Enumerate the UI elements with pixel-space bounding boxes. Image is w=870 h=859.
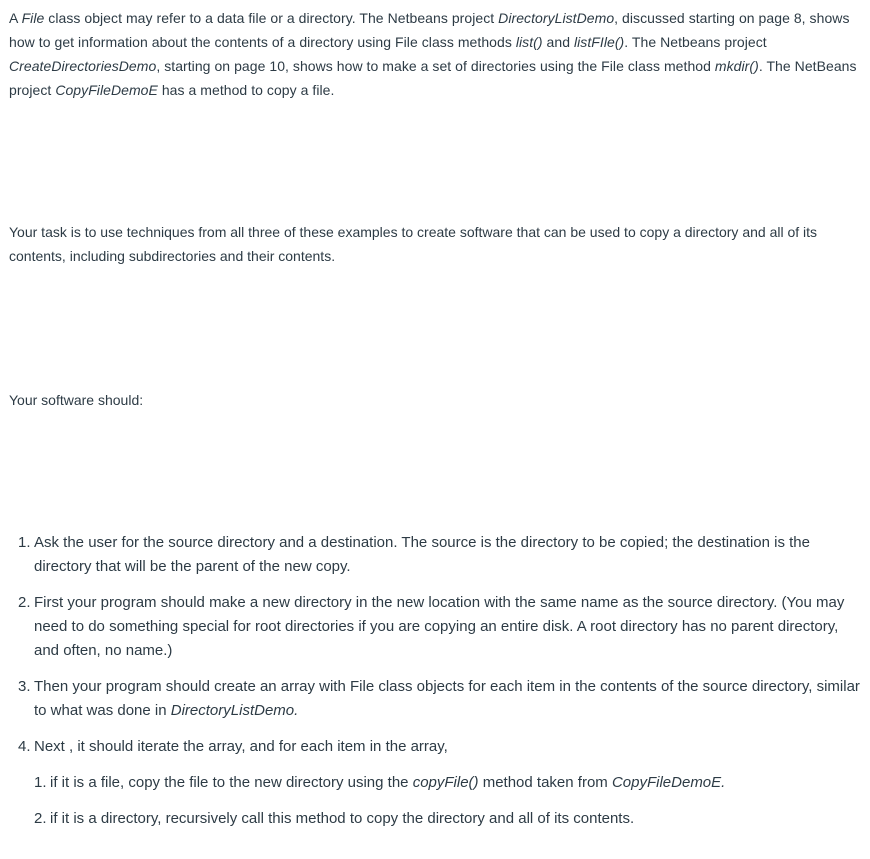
list-item (18, 531, 860, 579)
sub-list-item-number: 1. (34, 774, 47, 791)
intro-text-7: . The NetBeans project (9, 58, 857, 98)
list-item (18, 735, 860, 831)
software-should-paragraph: Your software should: (9, 392, 144, 408)
list-item-number: 3. (18, 678, 31, 695)
list-item-text: Ask the user for the source directory and a destination. The source is the directory to be copied; the destination is the directory that will be the parent of the new copy. (34, 534, 810, 575)
list-item (18, 591, 860, 663)
list-item-text: Next , it should iterate the array, and for each item in the array, (34, 738, 448, 755)
intro-text-8: has a method to copy a file. (157, 82, 335, 98)
intro-text-3: , discussed starting on page 8, shows how to get information about the contents of a directory using File class methods (9, 10, 850, 50)
method-copyfile: copyFile() (412, 774, 479, 791)
project-copyfiledemoe: CopyFileDemoE (55, 82, 158, 98)
intro-text-1: A (9, 10, 22, 26)
sub-list-item-text-mid: method taken from (478, 774, 612, 791)
intro-text-2: class object may refer to a data file or a directory. The Netbeans project (44, 10, 499, 26)
project-reference: DirectoryListDemo. (170, 702, 299, 719)
steps-list (18, 531, 860, 843)
project-directorylistdemo: DirectoryListDemo (498, 10, 615, 26)
substeps-list (34, 771, 860, 831)
method-listfile: listFIle() (573, 34, 625, 50)
project-createdirectoriesdemo: CreateDirectoriesDemo (9, 58, 157, 74)
intro-text-4: and (542, 34, 574, 50)
list-item-number: 2. (18, 594, 31, 611)
intro-text-5: . The Netbeans project (624, 34, 767, 50)
list-item (18, 675, 860, 723)
task-paragraph: Your task is to use techniques from all three of these examples to create software that can be used to copy a directory and all of its contents, including subdirectories and their contents. (9, 224, 818, 264)
intro-paragraph (9, 6, 860, 102)
list-item-number: 1. (18, 534, 31, 551)
method-mkdir: mkdir() (714, 58, 759, 74)
sub-list-item-text: if it is a directory, recursively call this method to copy the directory and all of its contents. (50, 810, 635, 827)
list-item-text: First your program should make a new directory in the new location with the same name as the source directory. (You may need to do something special for root directories if you are copying an entire disk. A root directory has no parent directory, and often, no name.) (34, 594, 845, 659)
file-class-term: File (21, 10, 45, 26)
sub-list-item (34, 807, 860, 831)
sub-list-item (34, 771, 860, 795)
list-item-text: Then your program should create an array with File class objects for each item in the contents of the source directory, similar to what was done in (34, 678, 860, 719)
project-reference: CopyFileDemoE. (611, 774, 726, 791)
method-list: list() (515, 34, 543, 50)
sub-list-item-text: if it is a file, copy the file to the new directory using the (50, 774, 413, 791)
intro-text-6: , starting on page 10, shows how to make a set of directories using the File class method (156, 58, 715, 74)
sub-list-item-number: 2. (34, 810, 47, 827)
list-item-number: 4. (18, 738, 31, 755)
